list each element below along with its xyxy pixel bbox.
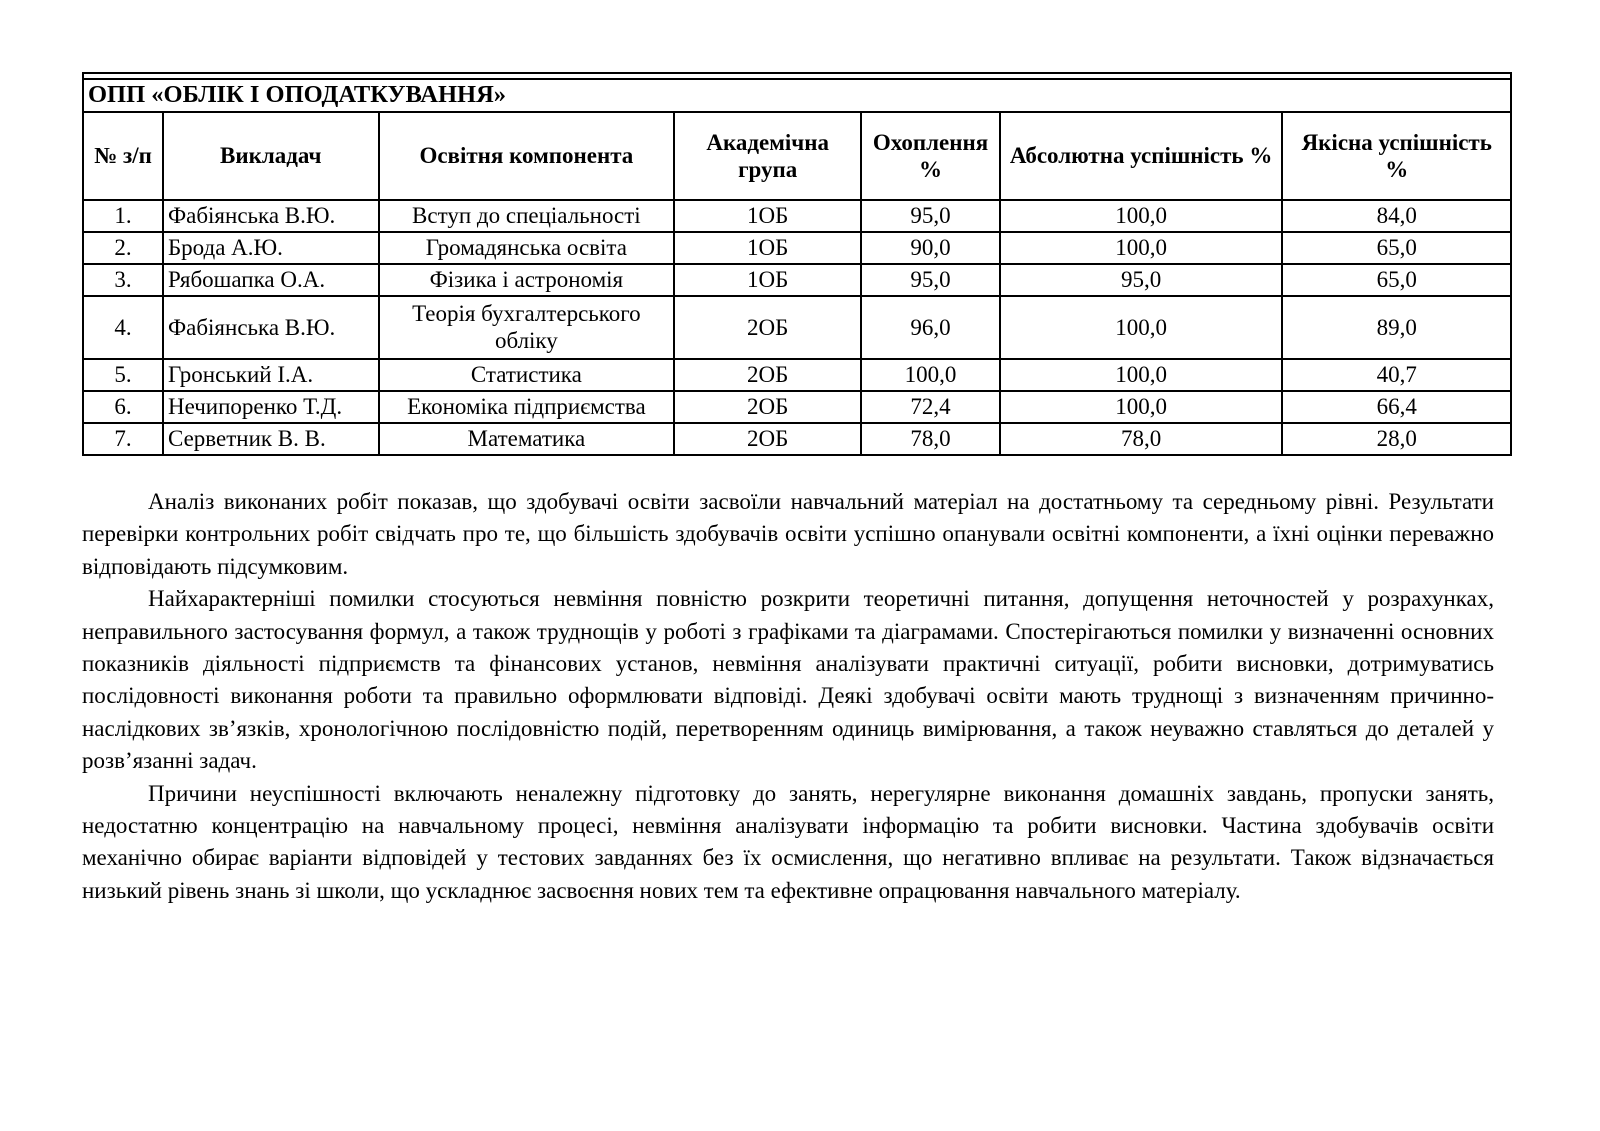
cell-num: 6. bbox=[83, 391, 163, 423]
table-header-row bbox=[83, 112, 1511, 200]
cell-teacher: Брода А.Ю. bbox=[163, 232, 379, 264]
col-header-component: Освітня компонента bbox=[379, 112, 675, 200]
paragraph-typical-mistakes: Найхарактерніші помилки стосуються невміння повністю розкрити теоретичні питання, допущення неточностей у розрахунках, неправильного застосування формул, а також труднощів у роботі з графіками та діаграмами. Спостерігаються помилки у визначенні основних показників діяльності підприємств та фінансових установ, невміння аналізувати практичні ситуації, робити висновки, дотримуватись послідовності виконання роботи та правильно оформлювати відповіді. Деякі здобувачі освіти мають труднощі з визначенням причинно-наслідкових зв’язків, хронологічною послідовністю подій, перетворенням одиниць вимірювання, а також неуважно ставляться до деталей у розв’язанні задач. bbox=[82, 586, 1494, 774]
cell-num: 5. bbox=[83, 359, 163, 391]
cell-quality: 28,0 bbox=[1282, 423, 1511, 455]
cell-teacher: Нечипоренко Т.Д. bbox=[163, 391, 379, 423]
table-row bbox=[83, 232, 1511, 264]
cell-coverage: 100,0 bbox=[861, 359, 1000, 391]
table-row bbox=[83, 359, 1511, 391]
cell-group: 1ОБ bbox=[674, 232, 861, 264]
cell-component: Вступ до спеціальності bbox=[379, 200, 675, 232]
report-body-text bbox=[82, 486, 1494, 907]
cell-coverage: 96,0 bbox=[861, 296, 1000, 359]
cell-quality: 89,0 bbox=[1282, 296, 1511, 359]
cell-teacher: Гронський І.А. bbox=[163, 359, 379, 391]
cell-component: Економіка підприємства bbox=[379, 391, 675, 423]
cell-num: 7. bbox=[83, 423, 163, 455]
cell-quality: 65,0 bbox=[1282, 264, 1511, 296]
cell-absolute: 100,0 bbox=[1000, 200, 1283, 232]
col-header-group: Академічна група bbox=[674, 112, 861, 200]
col-header-absolute: Абсолютна успішність % bbox=[1000, 112, 1283, 200]
cell-quality: 40,7 bbox=[1282, 359, 1511, 391]
cell-teacher: Рябошапка О.А. bbox=[163, 264, 379, 296]
cell-absolute: 100,0 bbox=[1000, 359, 1283, 391]
paragraph-analysis: Аналіз виконаних робіт показав, що здобувачі освіти засвоїли навчальний матеріал на достатньому та середньому рівні. Результати перевірки контрольних робіт свідчать про те, що більшість здобувачів освіти успішно опанували освітні компоненти, а їхні оцінки переважно відповідають підсумковим. bbox=[82, 488, 1494, 579]
cell-teacher: Фабіянська В.Ю. bbox=[163, 200, 379, 232]
cell-quality: 66,4 bbox=[1282, 391, 1511, 423]
cell-quality: 84,0 bbox=[1282, 200, 1511, 232]
cell-component: Громадянська освіта bbox=[379, 232, 675, 264]
cell-num: 2. bbox=[83, 232, 163, 264]
results-table bbox=[82, 72, 1512, 456]
cell-group: 2ОБ bbox=[674, 391, 861, 423]
cell-group: 2ОБ bbox=[674, 423, 861, 455]
cell-group: 2ОБ bbox=[674, 296, 861, 359]
table-row bbox=[83, 200, 1511, 232]
cell-quality: 65,0 bbox=[1282, 232, 1511, 264]
cell-absolute: 100,0 bbox=[1000, 391, 1283, 423]
col-header-coverage: Охоплення % bbox=[861, 112, 1000, 200]
cell-component: Статистика bbox=[379, 359, 675, 391]
cell-absolute: 100,0 bbox=[1000, 232, 1283, 264]
cell-coverage: 78,0 bbox=[861, 423, 1000, 455]
table-title: ОПП «ОБЛІК І ОПОДАТКУВАННЯ» bbox=[83, 79, 1511, 112]
paragraph-failure-causes: Причини неуспішності включають неналежну підготовку до занять, нерегулярне виконання домашніх завдань, пропуски занять, недостатню концентрацію на навчальному процесі, невміння аналізувати інформацію та робити висновки. Частина здобувачів освіти механічно обирає варіанти відповідей у тестових завданнях без їх осмислення, що негативно впливає на результати. Також відзначається низький рівень знань зі школи, що ускладнює засвоєння нових тем та ефективне опрацювання навчального матеріалу. bbox=[82, 780, 1494, 903]
cell-teacher: Фабіянська В.Ю. bbox=[163, 296, 379, 359]
cell-coverage: 95,0 bbox=[861, 200, 1000, 232]
table-title-row bbox=[83, 79, 1511, 112]
cell-component: Теорія бухгалтерського обліку bbox=[379, 296, 675, 359]
cell-coverage: 72,4 bbox=[861, 391, 1000, 423]
col-header-quality: Якісна успішність % bbox=[1282, 112, 1511, 200]
table-row bbox=[83, 391, 1511, 423]
cell-group: 1ОБ bbox=[674, 264, 861, 296]
cell-absolute: 95,0 bbox=[1000, 264, 1283, 296]
col-header-teacher: Викладач bbox=[163, 112, 379, 200]
table-row bbox=[83, 423, 1511, 455]
cell-component: Математика bbox=[379, 423, 675, 455]
cell-teacher: Серветник В. В. bbox=[163, 423, 379, 455]
cell-absolute: 100,0 bbox=[1000, 296, 1283, 359]
cell-num: 3. bbox=[83, 264, 163, 296]
table-row bbox=[83, 296, 1511, 359]
cell-coverage: 90,0 bbox=[861, 232, 1000, 264]
table-row bbox=[83, 264, 1511, 296]
cell-group: 2ОБ bbox=[674, 359, 861, 391]
cell-component: Фізика і астрономія bbox=[379, 264, 675, 296]
cell-num: 4. bbox=[83, 296, 163, 359]
col-header-num: № з/п bbox=[83, 112, 163, 200]
cell-group: 1ОБ bbox=[674, 200, 861, 232]
cell-coverage: 95,0 bbox=[861, 264, 1000, 296]
cell-absolute: 78,0 bbox=[1000, 423, 1283, 455]
cell-num: 1. bbox=[83, 200, 163, 232]
